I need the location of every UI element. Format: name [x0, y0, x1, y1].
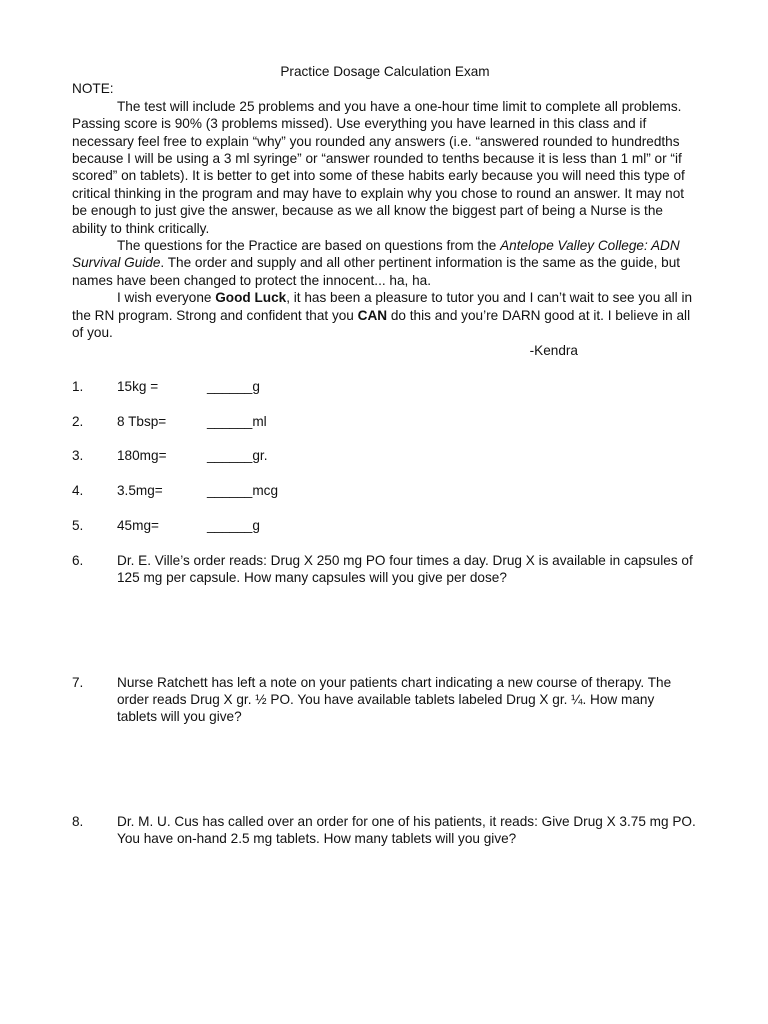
p3-text-a: I wish everyone	[117, 290, 216, 306]
problem-text: Nurse Ratchett has left a note on your patients chart indicating a new course of therapy. The order reads Drug X gr. ½ PO. You have available tablets labeled Drug X gr. ¼. How many tablets will you give?	[117, 674, 672, 725]
p3-text-b: , it has been a pleasure to tutor you and I can’t wait to see you all in the RN program. Strong and confident that you	[72, 290, 693, 323]
intro-paragraph-3	[72, 289, 698, 341]
problem-text: Dr. E. Ville’s order reads: Drug X 250 mg PO four times a day. Drug X is available in capsules of 125 mg per capsule. How many capsules will you give per dose?	[117, 552, 693, 586]
problem-number: 8.	[72, 813, 84, 829]
signature: -Kendra	[529, 342, 578, 358]
problem-quantity: 180mg=	[117, 448, 167, 464]
p3-text-c: do this and you’re DARN good at it. I believe in all of you.	[72, 307, 691, 341]
problem-2	[72, 413, 698, 430]
problem-number: 3.	[72, 448, 84, 464]
problem-number: 4.	[72, 483, 84, 499]
page-title: Practice Dosage Calculation Exam	[280, 64, 490, 79]
problem-list	[72, 378, 698, 848]
note-label: NOTE:	[72, 81, 114, 97]
problem-number: 7.	[72, 674, 84, 690]
answer-blank: ______mcg	[207, 483, 279, 499]
problem-number: 2.	[72, 413, 84, 429]
problem-number: 6.	[72, 552, 84, 568]
problem-number: 1.	[72, 378, 84, 394]
problem-quantity: 3.5mg=	[117, 483, 163, 499]
problem-quantity: 15kg =	[117, 378, 159, 394]
p2-text-b: . The order and supply and all other pertinent information is the same as the guide, but names have been changed to protect the innocent... ha, ha.	[72, 255, 681, 288]
problem-quantity: 45mg=	[117, 518, 159, 534]
book-title: Antelope Valley College: ADN Survival Guide	[72, 238, 680, 271]
problem-quantity: 8 Tbsp=	[117, 413, 167, 429]
p2-text-a: The questions for the Practice are based on questions from the	[117, 238, 501, 254]
exam-page	[72, 63, 698, 848]
problem-3	[72, 447, 698, 464]
answer-blank: ______g	[207, 518, 260, 534]
problem-8	[72, 813, 698, 848]
problem-text: Dr. M. U. Cus has called over an order for one of his patients, it reads: Give Drug X 3.75 mg PO. You have on-hand 2.5 mg tablets. How many tablets will you give?	[117, 813, 696, 847]
problem-5	[72, 517, 698, 534]
problem-4	[72, 482, 698, 499]
answer-blank: ______gr.	[207, 448, 268, 464]
answer-blank: ______g	[207, 378, 260, 394]
intro-paragraph-2	[72, 237, 698, 289]
problem-1	[72, 378, 698, 395]
can-emphasis: CAN	[357, 307, 388, 323]
answer-blank: ______ml	[207, 413, 267, 429]
intro-paragraph-1: The test will include 25 problems and you have a one-hour time limit to complete all problems. Passing score is 90% (3 problems missed). Use everything you have learned in this class and if necessary feel free to explain “why” you rounded any answers (i.e. “answered rounded to hundredths because I will be using a 3 ml syringe” or “answer rounded to tenths because it is less than 1 ml” or “if scored” on tablets). It is better to get into some of these habits early because you will need this type of critical thinking in the program and may have to explain why you chose to round an answer. It may not be enough to just give the answer, because as we all know the biggest part of being a Nurse is the ability to think critically.	[72, 98, 685, 236]
problem-number: 5.	[72, 518, 84, 534]
problem-7	[72, 674, 698, 726]
problem-6	[72, 552, 698, 587]
good-luck-emphasis: Good Luck	[215, 290, 287, 306]
